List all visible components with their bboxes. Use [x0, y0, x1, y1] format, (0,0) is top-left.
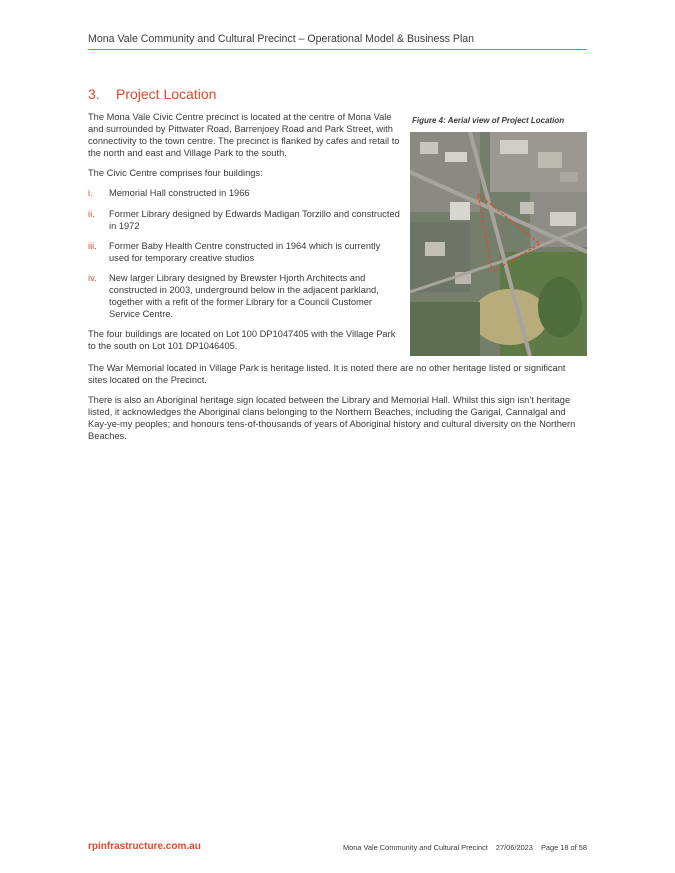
list-item — [88, 208, 400, 232]
footer-page-number: Page 18 of 58 — [540, 843, 587, 852]
list-marker: ii. — [88, 209, 95, 219]
figure-caption: Figure 4: Aerial view of Project Location — [412, 116, 565, 125]
aerial-map-image — [410, 132, 587, 356]
intro-paragraph: The Mona Vale Civic Centre precinct is located at the centre of Mona Vale and surrounded by Pittwater Road, Barrenjoey Road and Park Street, with connectivity to the town centre. The precinct is flanked by cafes and retail to the north and east and Village Park to the south. — [88, 112, 400, 159]
heritage-paragraph: The War Memorial located in Village Park is heritage listed. It is noted there are no other heritage listed or significant sites located on the Precinct. — [88, 363, 566, 386]
list-item — [88, 272, 400, 320]
list-text: New larger Library designed by Brewster Hjorth Architects and constructed in 2003, underground below in the adjacent parkland, together with a refit of the former Library for a Council Customer Service Centre. — [109, 273, 379, 320]
list-marker: iii. — [88, 241, 97, 251]
header-divider — [88, 49, 587, 50]
footer-info — [337, 843, 587, 852]
section-title: Project Location — [116, 86, 217, 102]
list-marker: iv. — [88, 273, 97, 283]
list-marker: i. — [88, 188, 93, 198]
section-number: 3. — [88, 86, 100, 102]
list-text: Former Baby Health Centre constructed in 1964 which is currently used for temporary creative studios — [109, 241, 381, 264]
footer-document-name: Mona Vale Community and Cultural Precinct — [342, 843, 488, 852]
list-text: Former Library designed by Edwards Madigan Torzillo and constructed in 1972 — [109, 209, 400, 232]
page-header: Mona Vale Community and Cultural Precinct – Operational Model & Business Plan — [88, 33, 475, 45]
section-heading — [88, 86, 216, 102]
list-item — [88, 240, 400, 264]
aboriginal-paragraph: There is also an Aboriginal heritage sign located between the Library and Memorial Hall. Whilst this sign isn’t heritage listed, it acknowledges the Aboriginal clans belonging to the Northern Beaches, including the Garigal, Cannalgal and Kay-ye-my peoples; and honours tens-of-thousands of years of Aboriginal history and cultural diversity on the Northern Beaches. — [88, 395, 576, 442]
buildings-intro: The Civic Centre comprises four buildings: — [88, 168, 263, 178]
footer-website: rpinfrastructure.com.au — [88, 841, 201, 852]
list-text: Memorial Hall constructed in 1966 — [109, 188, 250, 198]
lots-paragraph: The four buildings are located on Lot 100 DP1047405 with the Village Park to the south on Lot 101 DP1046405. — [88, 329, 396, 352]
footer-date: 27/06/2023 — [495, 843, 533, 852]
list-item — [88, 187, 400, 199]
